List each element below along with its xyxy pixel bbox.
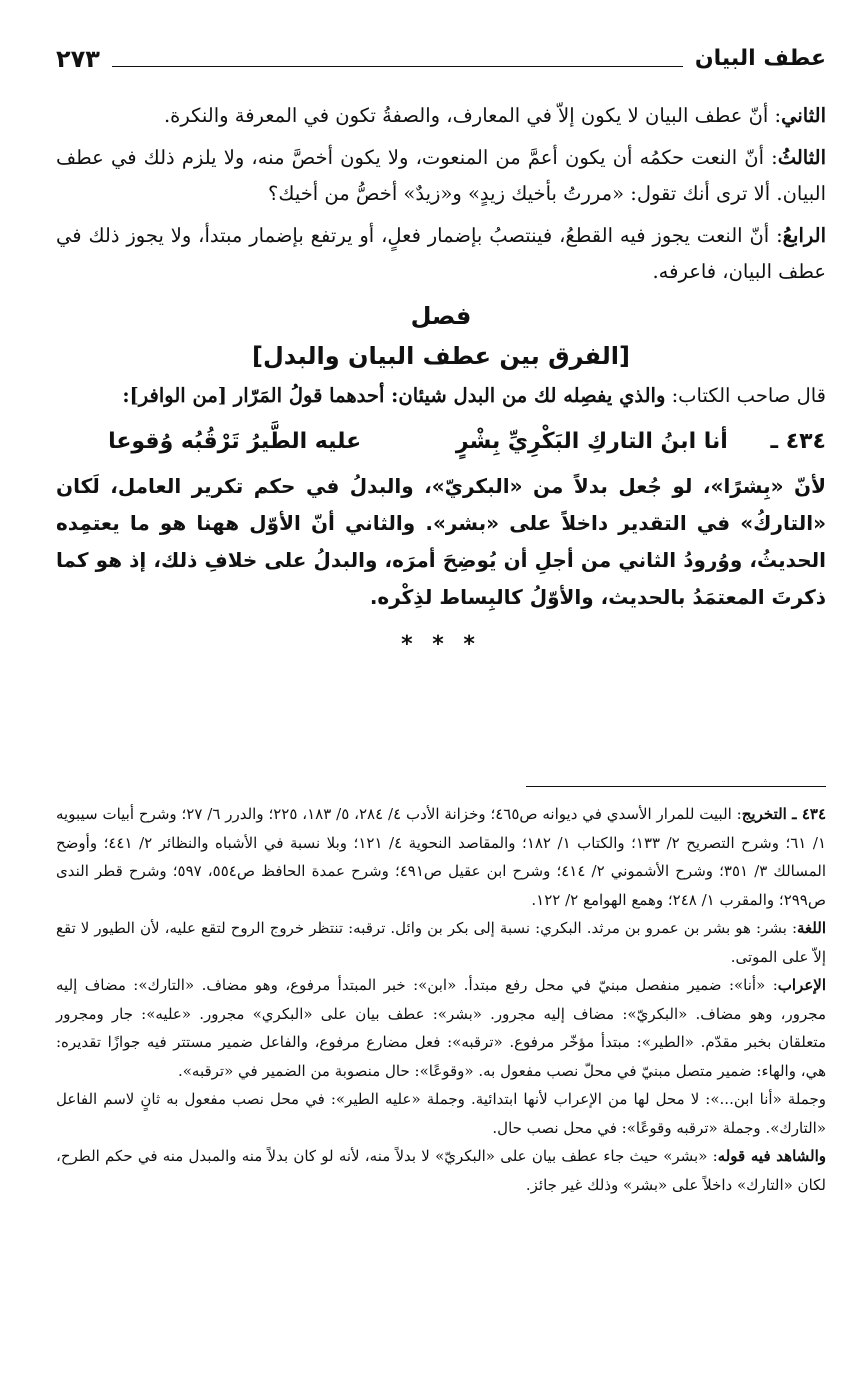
explanation-paragraph: لأنّ «بِشرًا»، لو جُعل بدلاً من «البكريّ»، والبدلُ في حكم تكرير العامل، لَكان «التاركُ» في التقدير داخلاً على «بشر». والثاني أنّ الأوّل ههنا هو ما يعتمِده الحديثُ، ووُرودُ الثاني من أجلِ أن يُوضِحَ أمرَه، والبدلُ على خلافِ ذلك، إذ هو كما ذكرتَ المعتمَدُ بالحديث، والأوّلُ كالبِساط لذِكْره. xyxy=(56,474,826,609)
verse-hemistich-first: أنا ابنُ التاركِ البَكْرِيِّ بِشْرٍ xyxy=(455,429,728,454)
footnote-label: الإعراب xyxy=(777,976,826,994)
footnote-irab xyxy=(56,971,826,1085)
paragraph-label: الثالثُ xyxy=(777,146,826,169)
footnote-label: اللغة xyxy=(797,919,826,937)
intro-paragraph xyxy=(56,378,826,414)
paragraph-text: : أنّ النعت حكمُه أن يكون أعمَّ من المنعوت، ولا يكون أخصَّ منه، ولا يلزم ذلك في عطف البيان. ألا ترى أنك تقول: «مررتُ بأخيك زيدٍ» و«زيدٌ» أخصُّ من أخيك؟ xyxy=(56,146,826,205)
poem-verse xyxy=(56,422,826,462)
running-title: عطف البيان xyxy=(694,46,826,71)
running-header xyxy=(56,44,826,72)
paragraph-third xyxy=(56,140,826,212)
paragraph-label: الثاني xyxy=(781,104,826,127)
footnote-takhrij xyxy=(56,800,826,914)
verse-hemistich-second: عليه الطَّيرُ تَرْقُبُه وُقوعا xyxy=(108,429,362,454)
verse-number: ٤٣٤ ـ xyxy=(770,429,826,454)
section-title: فصل xyxy=(410,302,472,330)
footnote-text: : «أنا»: ضمير منفصل مبنيّ في محل رفع مبتدأ. «ابن»: خبر المبتدأ مرفوع، وهو مضاف. «التارك»: مضاف إليه مجرور، وهو مضاف. «البكريّ»: مضاف إليه مجرور. «بشر»: عطف بيان على «البكري» مجرور. «عليه»: جار ومجرور متعلقان بخبر مقدّم. «الطير»: مبتدأ مؤخّر مرفوع. «ترقبه»: فعل مضارع مرفوع، والفاعل ضمير مستتر فيه جوازًا تقديره: هي، والهاء: ضمير متصل مبنيّ في محلّ نصب مفعول به. «وقوعًا»: حال منصوبة من الضمير في «ترقبه». xyxy=(56,976,826,1080)
paragraph-text: : أنّ عطف البيان لا يكون إلاّ في المعارف، والصفةُ تكون في المعرفة والنكرة. xyxy=(163,104,782,127)
footnote-label: ٤٣٤ ـ التخريج xyxy=(741,805,827,823)
section-subtitle: [الفرق بين عطف البيان والبدل] xyxy=(252,342,630,370)
footnote-shahid xyxy=(56,1142,826,1199)
footnotes xyxy=(56,800,826,1199)
footnote-text: : البيت للمرار الأسدي في ديوانه ص٤٦٥؛ وخزانة الأدب ٤/ ٢٨٤، ٥/ ١٨٣، ٢٢٥؛ والدرر ٦/ ٢٧؛ وشرح أبيات سيبويه ١/ ٦١؛ وشرح التصريح ٢/ ١٣٣؛ والكتاب ١/ ١٨٢؛ والمقاصد النحوية ٤/ ١٢١؛ وبلا نسبة في الأشباه والنظائر ٢/ ٤٤١؛ وأوضح المسالك ٣/ ٣٥١؛ وشرح الأشموني ٢/ ٤١٤؛ وشرح ابن عقيل ص٤٩١؛ وشرح عمدة الحافظ ص٥٥٤، ٥٩٧؛ وشرح قطر الندى ص٢٩٩؛ والمقرب ١/ ٢٤٨؛ وهمع الهوامع ٢/ ١٢٢. xyxy=(56,805,827,909)
intro-plain: قال صاحب الكتاب: xyxy=(665,384,826,407)
main-text xyxy=(56,98,826,660)
intro-bold: والذي يفصِله لك من البدل شيئان: أحدهما قولُ المَرّار [من الوافر]: xyxy=(122,384,666,407)
paragraph-text: : أنّ النعت يجوز فيه القطعُ، فينتصبُ بإضمار فعلٍ، أو يرتفع بإضمار مبتدأ، ولا يجوز ذلك في عطف البيان، فاعرفه. xyxy=(56,224,826,283)
header-rule xyxy=(112,66,683,67)
footnote-jumal: وجملة «أنا ابن...»: لا محل لها من الإعراب لأنها ابتدائية. وجملة «عليه الطير»: في محل نصب مفعول به ثانٍ لاسم الفاعل «التارك». وجملة «ترقبه وقوعًا»: في محل نصب حال. xyxy=(56,1090,826,1137)
footnote-text: : بشر: هو بشر بن عمرو بن مرثد. البكري: نسبة إلى بكر بن وائل. ترقبه: تنتظر خروج الروح لتقع عليه، لأن الطيور لا تقع إلاّ على الموتى. xyxy=(56,919,826,966)
paragraph-fourth xyxy=(56,218,826,290)
footnote-text: : «بشر» حيث جاء عطف بيان على «البكريّ» لا بدلاً منه، لأنه لو كان بدلاً منه والمبدل منه في حكم الطرح، لكان «التارك» داخلاً على «بشر» وذلك غير جائز. xyxy=(56,1147,826,1194)
paragraph-second xyxy=(56,98,826,134)
section-separator: * * * xyxy=(401,632,481,657)
page-number: ٢٧٣ xyxy=(56,45,100,73)
footnote-lugha xyxy=(56,914,826,971)
paragraph-label: الرابعُ xyxy=(782,224,826,247)
footnote-label: والشاهد فيه قوله xyxy=(717,1147,827,1165)
footnote-rule xyxy=(526,786,826,787)
